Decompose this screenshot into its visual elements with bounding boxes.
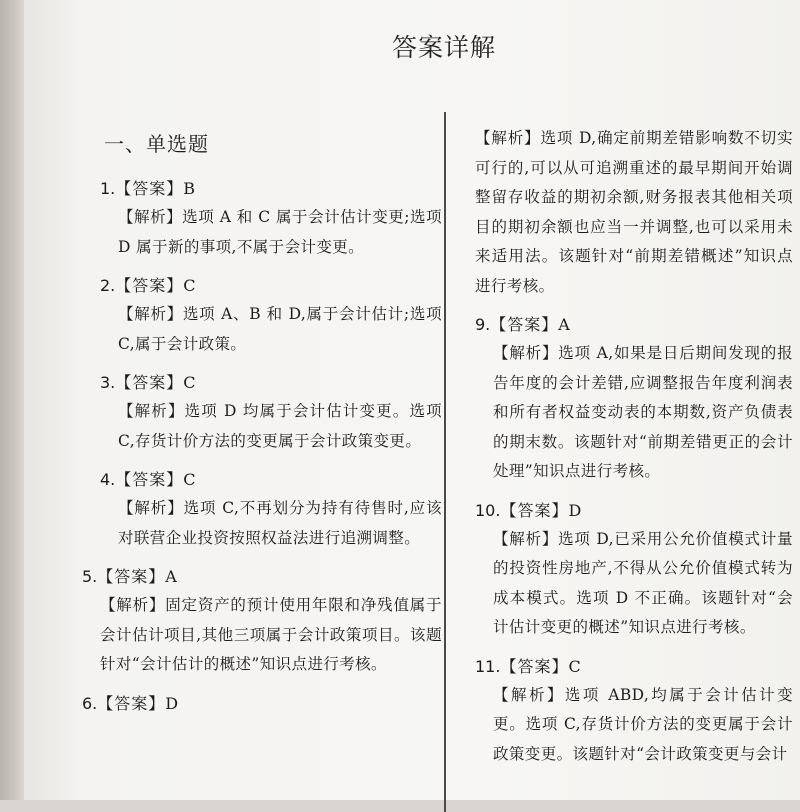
question-answer-line [475,653,793,681]
explanation-text: 选项 D 均属于会计估计变更。选项 C,存货计价方法的变更属于会计政策变更。 [118,402,442,450]
answer-value: C [183,276,196,295]
explanation-label: 【解析】 [118,402,185,420]
answer-tag: 【答案】 [115,373,184,392]
left-column [82,124,442,728]
explanation [475,681,793,770]
explanation-text: 选项 D,确定前期差错影响数不切实可行的,可以从可追溯重述的最早期间开始调整留存收益的期初余额,财务报表其他相关项目的期初余额也应当一并调整,也可以采用未来适用法。该题针对“前期差错概述”知识点进行考核。 [475,129,793,295]
answer-value: C [183,470,196,489]
answer-entry-9 [475,311,793,487]
explanation-text: 选项 C,不再划分为持有待售时,应该对联营企业投资按照权益法进行追溯调整。 [118,499,442,547]
explanation-label: 【解析】 [475,129,541,147]
column-divider [444,112,446,812]
answer-entry-1 [82,175,442,262]
answer-value: A [558,315,570,334]
explanation [475,124,793,301]
answer-tag: 【答案】 [97,693,166,713]
explanation-label: 【解析】 [118,305,183,323]
question-answer-line [82,690,442,718]
explanation [82,591,442,680]
explanation-label: 【解析】 [118,499,184,517]
answer-entry-10 [475,497,793,643]
question-number: 2. [100,276,116,295]
explanation-text: 选项 A 和 C 属于会计估计变更;选项 D 属于新的事项,不属于会计变更。 [118,208,442,256]
answer-value: C [568,656,581,676]
answer-entry-11 [475,653,793,770]
explanation-label: 【解析】 [100,596,166,614]
explanation [82,494,442,553]
question-number: 4. [100,470,116,489]
question-number: 9. [475,315,491,334]
question-number: 10. [475,500,501,520]
explanation-text: 选项 D,已采用公允价值模式计量的投资性房地产,不得从公允价值模式转为成本模式。选项 D 不正确。该题针对“会计估计变更的概述”知识点进行考核。 [493,529,793,636]
question-number: 3. [100,373,116,392]
answer-tag: 【答案】 [115,276,184,295]
explanation-label: 【解析】 [493,344,559,362]
question-answer-line [475,497,793,525]
right-column [475,124,793,779]
explanation [82,203,442,262]
answer-value: D [568,500,582,520]
explanation [475,339,793,487]
answer-value: A [165,567,177,586]
answer-entry-5 [82,563,442,680]
question-answer-line [82,272,442,300]
answer-tag: 【答案】 [97,567,166,586]
question-answer-line [82,466,442,494]
answer-value: D [165,693,179,713]
explanation [82,397,442,456]
explanation-label: 【解析】 [493,685,565,704]
answer-tag: 【答案】 [500,656,569,676]
explanation-label: 【解析】 [118,208,183,226]
answer-entry-6 [82,690,442,718]
section-heading: 一、单选题 [104,132,209,156]
question-answer-line [82,175,442,203]
question-number: 11. [475,656,501,676]
answer-entry-8-continued [475,124,793,301]
answer-entry-4 [82,466,442,553]
answer-value: B [183,179,196,198]
question-answer-line [82,369,442,397]
answer-entry-3 [82,369,442,456]
question-number: 6. [82,693,98,713]
page-title: 答案详解 [391,33,496,62]
answer-tag: 【答案】 [115,470,184,489]
answer-value: C [183,373,196,392]
answer-tag: 【答案】 [490,315,559,334]
question-answer-line [82,563,442,591]
explanation [475,525,793,643]
question-number: 1. [100,179,116,198]
explanation-label: 【解析】 [493,529,559,548]
answer-entry-2 [82,272,442,359]
explanation-text: 固定资产的预计使用年限和净残值属于会计估计项目,其他三项属于会计政策项目。该题针对“会计估计的概述”知识点进行考核。 [100,596,442,673]
explanation-text: 选项 A,如果是日后期间发现的报告年度的会计差错,应调整报告年度利润表和所有者权益变动表的本期数,资产负债表的期末数。该题针对“前期差错更正的会计处理”知识点进行考核。 [493,344,793,480]
answer-tag: 【答案】 [115,179,184,198]
explanation-text: 选项 ABD,均属于会计估计变更。选项 C,存货计价方法的变更属于会计政策变更。该题针对“会计政策变更与会计 [493,685,793,763]
explanation [82,300,442,359]
explanation-text: 选项 A、B 和 D,属于会计估计;选项 C,属于会计政策。 [118,305,442,353]
question-number: 5. [82,567,98,586]
question-answer-line [475,311,793,339]
answer-tag: 【答案】 [500,500,569,520]
